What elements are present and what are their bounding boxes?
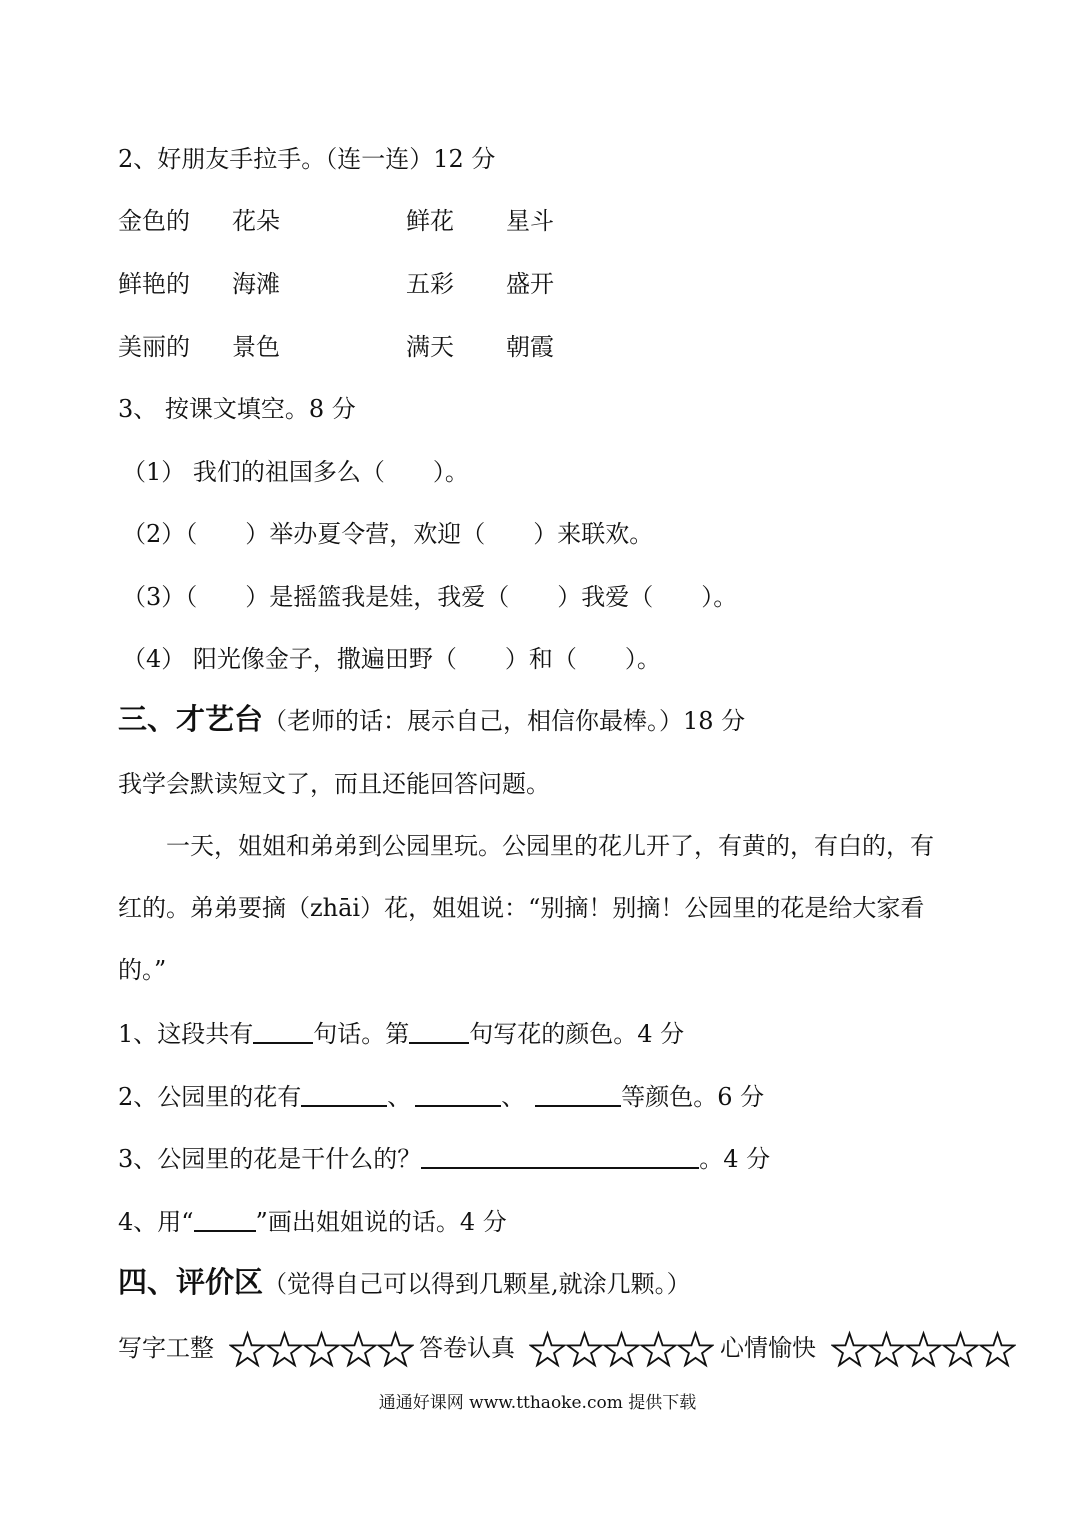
s3-q4-text-a: 4、用“: [118, 1208, 194, 1236]
s3-question-4: [118, 1207, 507, 1237]
q2-row2-a: 鲜艳的: [118, 270, 190, 298]
q2-row1-d: 星斗: [506, 207, 554, 235]
s3-q2-blank-2[interactable]: [415, 1083, 501, 1107]
s3-question-3: [118, 1144, 770, 1174]
passage-line-3: 的。”: [118, 956, 167, 984]
s3-q2-blank-3[interactable]: [535, 1083, 621, 1107]
s3-q2-sep-2: 、: [501, 1083, 526, 1111]
q3-title: 3、 按课文填空。8 分: [118, 395, 356, 423]
q2-row2-b: 海滩: [232, 270, 280, 298]
q2-row3-c: 满天: [406, 333, 454, 361]
s3-q2-blank-1[interactable]: [301, 1083, 387, 1107]
section4-heading-line: [118, 1267, 691, 1299]
q2-row3-a: 美丽的: [118, 333, 190, 361]
s3-q4-underline-sample: [194, 1208, 256, 1232]
q2-row1-c: 鲜花: [406, 207, 454, 235]
rating-label-writing: 写字工整: [118, 1334, 214, 1362]
q3-item-3: （3）（ ）是摇篮我是娃，我爱（ ）我爱（ ）。: [122, 583, 738, 611]
star-icon[interactable]: [566, 1330, 603, 1370]
star-icon[interactable]: [377, 1330, 414, 1370]
s3-q1-text-c: 句写花的颜色。4 分: [469, 1020, 685, 1048]
passage-line-1: 一天，姐姐和弟弟到公园里玩。公园里的花儿开了，有黄的，有白的，有: [118, 832, 934, 860]
star-icon[interactable]: [640, 1330, 677, 1370]
s3-question-2: [118, 1082, 764, 1112]
rating-label-mood: 心情愉快: [720, 1334, 816, 1362]
q2-row3-b: 景色: [232, 333, 280, 361]
q3-item-1: （1） 我们的祖国多么（ ）。: [122, 458, 469, 486]
star-icon[interactable]: [868, 1330, 905, 1370]
rating-stars-writing[interactable]: [229, 1330, 414, 1370]
s3-q1-text-b: 句话。第: [313, 1020, 410, 1048]
star-icon[interactable]: [229, 1330, 266, 1370]
star-icon[interactable]: [831, 1330, 868, 1370]
star-icon[interactable]: [303, 1330, 340, 1370]
q3-item-2: （2）（ ）举办夏令营，欢迎（ ）来联欢。: [122, 520, 654, 548]
q2-row2-c: 五彩: [406, 270, 454, 298]
section4-note: （觉得自己可以得到几颗星,就涂几颗。）: [263, 1270, 691, 1298]
star-icon[interactable]: [529, 1330, 566, 1370]
rating-label-diligence: 答卷认真: [419, 1334, 515, 1362]
section3-heading-line: [118, 704, 745, 736]
section3-note: （老师的话：展示自己，相信你最棒。）18 分: [263, 707, 746, 735]
q3-item-4: （4） 阳光像金子，撒遍田野（ ）和（ ）。: [122, 645, 661, 673]
s3-q1-blank-2[interactable]: [409, 1020, 469, 1044]
q2-title: 2、好朋友手拉手。（连一连）12 分: [118, 145, 496, 173]
section3-intro: 我学会默读短文了，而且还能回答问题。: [118, 770, 550, 798]
s3-q3-blank[interactable]: [421, 1145, 699, 1169]
s3-q1-text-a: 1、这段共有: [118, 1020, 254, 1048]
s3-q2-text-b: 等颜色。6 分: [621, 1083, 765, 1111]
star-icon[interactable]: [340, 1330, 377, 1370]
star-icon[interactable]: [979, 1330, 1016, 1370]
s3-q2-sep-1: 、: [387, 1083, 412, 1111]
star-icon[interactable]: [266, 1330, 303, 1370]
s3-q2-text-a: 2、公园里的花有: [118, 1083, 302, 1111]
rating-stars-diligence[interactable]: [529, 1330, 714, 1370]
s3-q4-text-b: ”画出姐姐说的话。4 分: [255, 1208, 507, 1236]
q2-row3-d: 朝霞: [506, 333, 554, 361]
q2-row1-a: 金色的: [118, 207, 190, 235]
s3-q3-text-b: 。4 分: [699, 1145, 771, 1173]
rating-stars-mood[interactable]: [831, 1330, 1016, 1370]
passage-line-2: 红的。弟弟要摘（zhāi）花，姐姐说：“别摘！别摘！公园里的花是给大家看: [118, 894, 925, 922]
s3-q3-text-a: 3、公园里的花是干什么的？: [118, 1145, 422, 1173]
section3-heading: 三、才艺台: [118, 702, 264, 736]
s3-question-1: [118, 1019, 684, 1049]
star-icon[interactable]: [677, 1330, 714, 1370]
star-icon[interactable]: [942, 1330, 979, 1370]
s3-q1-blank-1[interactable]: [253, 1020, 313, 1044]
q2-row1-b: 花朵: [232, 207, 280, 235]
star-icon[interactable]: [905, 1330, 942, 1370]
footer-credit: 通通好课网 www.tthaoke.com 提供下载: [378, 1393, 697, 1413]
q2-row2-d: 盛开: [506, 270, 554, 298]
section4-heading: 四、评价区: [118, 1265, 264, 1299]
star-icon[interactable]: [603, 1330, 640, 1370]
